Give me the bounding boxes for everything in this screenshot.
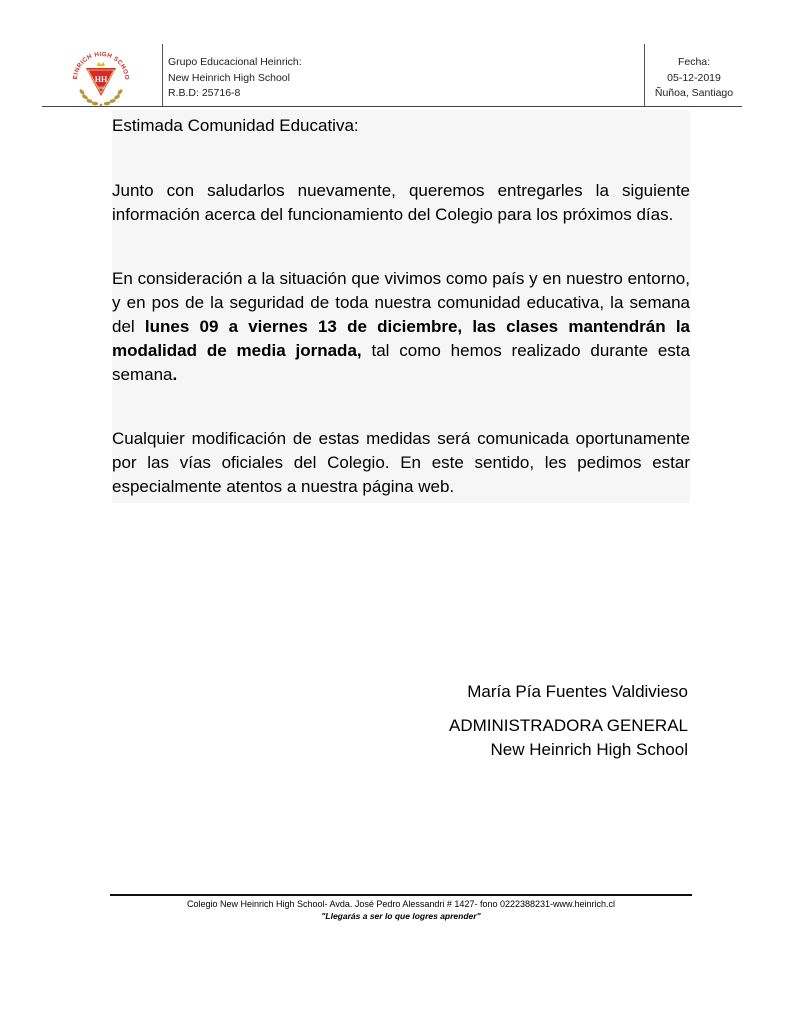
paragraph-intro: Junto con saludarlos nuevamente, queremos entregarles la siguiente información acerca del funcionamiento del Colegio para los próximos días. (112, 181, 690, 224)
date-block (646, 55, 742, 102)
date-value: 05-12-2019 (667, 71, 721, 84)
paragraph-notice: Cualquier modificación de estas medidas será comunicada oportunamente por las vías oficiales del Colegio. En este sentido, les pedimos estar especialmente atentos a nuestra página web. (112, 429, 690, 496)
crest-year: 1980 (97, 86, 105, 90)
footer-motto: "Llegarás a ser lo que logres aprender" (321, 911, 481, 921)
greeting: Estimada Comunidad Educativa: (112, 116, 359, 135)
location: Ñuñoa, Santiago (654, 87, 734, 99)
schedule-highlight: lunes 09 a viernes 13 de diciembre, las clases mantendrán la modalidad de media jornada, (112, 317, 690, 360)
footer-divider (110, 894, 692, 896)
organization-info (168, 55, 302, 102)
header-divider-right (644, 44, 645, 106)
letterhead (42, 44, 742, 107)
signatory-name: María Pía Fuentes Valdivieso (467, 682, 688, 701)
signatory-institution: New Heinrich High School (490, 740, 688, 759)
schedule-text-start: En consideración a la situación que vivimos como país y en nuestro entorno, y en pos de la seguridad de toda nuestra comunidad educativa, la semana del (112, 269, 690, 336)
footer (110, 898, 692, 922)
footer-address: Colegio New Heinrich High School- Avda. José Pedro Alessandri # 1427- fono 0222388231-www.heinrich.cl (186, 899, 616, 909)
schedule-text-end: tal como hemos realizado durante esta semana (112, 341, 690, 384)
org-school-name: New Heinrich High School (168, 71, 290, 84)
org-rbd: R.B.D: 25716-8 (168, 87, 241, 99)
org-group-name: Grupo Educacional Heinrich: (168, 56, 302, 68)
header-divider-left (162, 44, 163, 106)
letter-body (112, 110, 690, 503)
school-crest-icon (68, 46, 134, 108)
paragraph-schedule (112, 267, 690, 387)
crest-arc-text: EINRICH HIGH SCHOO (71, 50, 131, 81)
signature-block (449, 680, 688, 762)
crest-monogram: HH (94, 75, 108, 84)
schedule-period: . (172, 365, 178, 384)
signatory-title: ADMINISTRADORA GENERAL (449, 716, 688, 735)
date-label: Fecha: (677, 56, 711, 68)
